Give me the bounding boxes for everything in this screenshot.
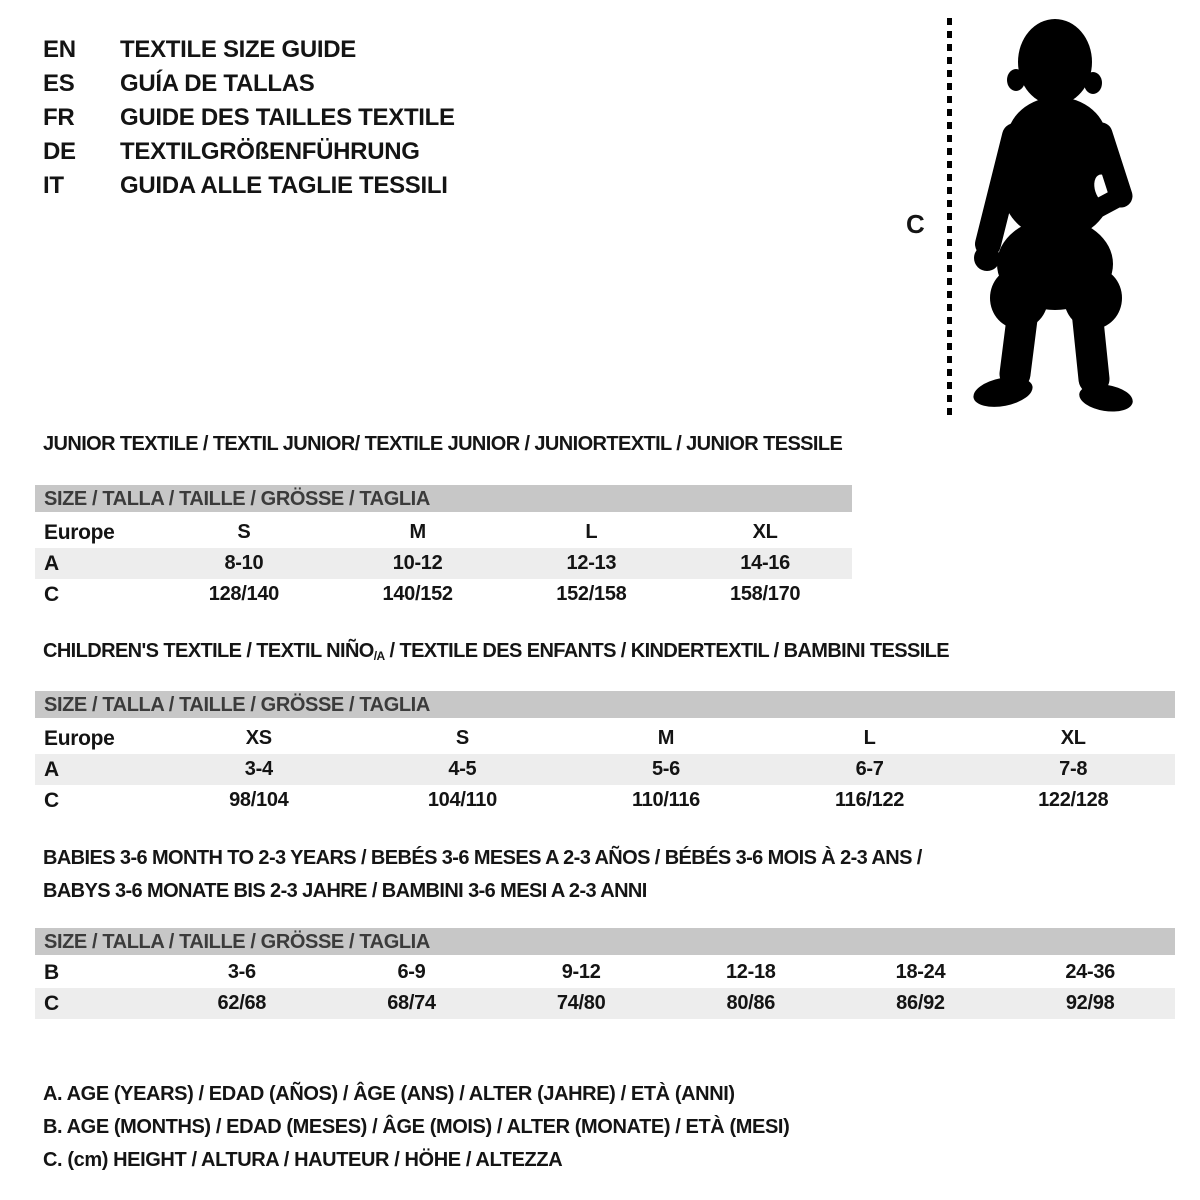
row-label: A [35,548,157,579]
cell: 24-36 [1065,961,1115,983]
cell: 7-8 [971,754,1175,785]
children-title-pre: CHILDREN'S TEXTILE / TEXTIL NIÑO [43,640,374,662]
measure-label-c: C [906,209,925,239]
cell: 140/152 [382,583,453,605]
cell: 122/128 [1038,789,1109,811]
lang-code: ES [43,70,75,97]
col-header: L [585,521,598,543]
col-header: XL [1060,727,1086,749]
junior-size-bar: SIZE / TALLA / TAILLE / GRÖSSE / TAGLIA [35,485,852,512]
cell: 10-12 [331,548,505,579]
table-row-c [35,988,1175,1019]
children-section-title [43,640,949,663]
cell: 86/92 [836,988,1006,1019]
table-header-row [35,723,1175,754]
col-header: S [237,521,251,543]
junior-size-table [35,517,852,610]
lang-title: GUÍA DE TALLAS [120,70,315,97]
children-size-bar: SIZE / TALLA / TAILLE / GRÖSSE / TAGLIA [35,691,1175,718]
lang-row-en [43,33,455,67]
babies-section-title-line2: BABYS 3-6 MONATE BIS 2-3 JAHRE / BAMBINI 3-6 MESI A 2-3 ANNI [43,880,647,902]
cell: 128/140 [208,583,279,605]
lang-code: FR [43,104,75,131]
row-label: A [35,754,157,785]
cell: 12-13 [505,548,679,579]
cell: 6-9 [397,961,426,983]
table-header-row [35,517,852,548]
height-measure-dashed-line [947,18,952,416]
table-row-a [35,548,852,579]
cell: 18-24 [895,961,946,983]
lang-title: TEXTILGRÖßENFÜHRUNG [120,138,420,165]
col-header: Europe [44,726,115,750]
cell: 4-5 [361,754,565,785]
lang-title: GUIDA ALLE TAGLIE TESSILI [120,172,448,199]
lang-row-de [43,135,455,169]
cell: 3-6 [227,961,256,983]
col-header: Europe [44,520,115,544]
table-row-c [35,579,852,610]
cell: 116/122 [835,789,905,811]
col-header: M [657,727,675,749]
row-label: C [44,788,59,812]
babies-size-bar: SIZE / TALLA / TAILLE / GRÖSSE / TAGLIA [35,928,1175,955]
col-header: S [455,727,469,749]
row-label: B [44,960,59,984]
cell: 110/116 [631,789,700,811]
col-header: L [863,727,876,749]
language-title-list [43,33,455,203]
cell: 80/86 [666,988,836,1019]
note-age-years: A. AGE (YEARS) / EDAD (AÑOS) / ÂGE (ANS) / ALTER (JAHRE) / ETÀ (ANNI) [43,1083,735,1105]
cell: 104/110 [427,789,497,811]
lang-code: IT [43,172,64,199]
cell: 3-4 [157,754,361,785]
cell: 14-16 [678,548,852,579]
cell: 8-10 [157,548,331,579]
lang-code: DE [43,138,76,165]
cell: 5-6 [564,754,768,785]
cell: 92/98 [1005,988,1175,1019]
lang-title: TEXTILE SIZE GUIDE [120,36,356,63]
lang-row-es [43,67,455,101]
cell: 152/158 [556,583,627,605]
babies-size-table [35,957,1175,1019]
baby-silhouette-icon [963,16,1138,416]
table-row-b [35,957,1175,988]
junior-section-title: JUNIOR TEXTILE / TEXTIL JUNIOR/ TEXTILE JUNIOR / JUNIORTEXTIL / JUNIOR TESSILE [43,433,843,455]
lang-code: EN [43,36,76,63]
note-height-cm: C. (cm) HEIGHT / ALTURA / HAUTEUR / HÖHE / ALTEZZA [43,1149,563,1171]
table-row-c [35,785,1175,816]
table-row-a [35,754,1175,785]
cell: 12-18 [725,961,776,983]
lang-row-it [43,169,455,203]
row-label: C [35,988,157,1019]
cell: 9-12 [561,961,601,983]
lang-row-fr [43,101,455,135]
cell: 98/104 [229,789,289,811]
children-title-sub: /A [373,649,385,663]
children-title-post: / TEXTILE DES ENFANTS / KINDERTEXTIL / BAMBINI TESSILE [384,640,950,662]
row-label: C [44,582,59,606]
cell: 62/68 [157,988,327,1019]
note-age-months: B. AGE (MONTHS) / EDAD (MESES) / ÂGE (MOIS) / ALTER (MONATE) / ETÀ (MESI) [43,1116,790,1138]
cell: 6-7 [768,754,972,785]
col-header: XL [752,521,778,543]
legend-notes [43,1078,789,1177]
cell: 74/80 [496,988,666,1019]
col-header: XS [245,727,272,749]
babies-section-title-line1: BABIES 3-6 MONTH TO 2-3 YEARS / BEBÉS 3-6 MESES A 2-3 AÑOS / BÉBÉS 3-6 MOIS À 2-3 ANS / [43,847,922,869]
lang-title: GUIDE DES TAILLES TEXTILE [120,104,455,131]
cell: 158/170 [730,583,801,605]
cell: 68/74 [327,988,497,1019]
children-size-table [35,723,1175,816]
col-header: M [409,521,426,543]
